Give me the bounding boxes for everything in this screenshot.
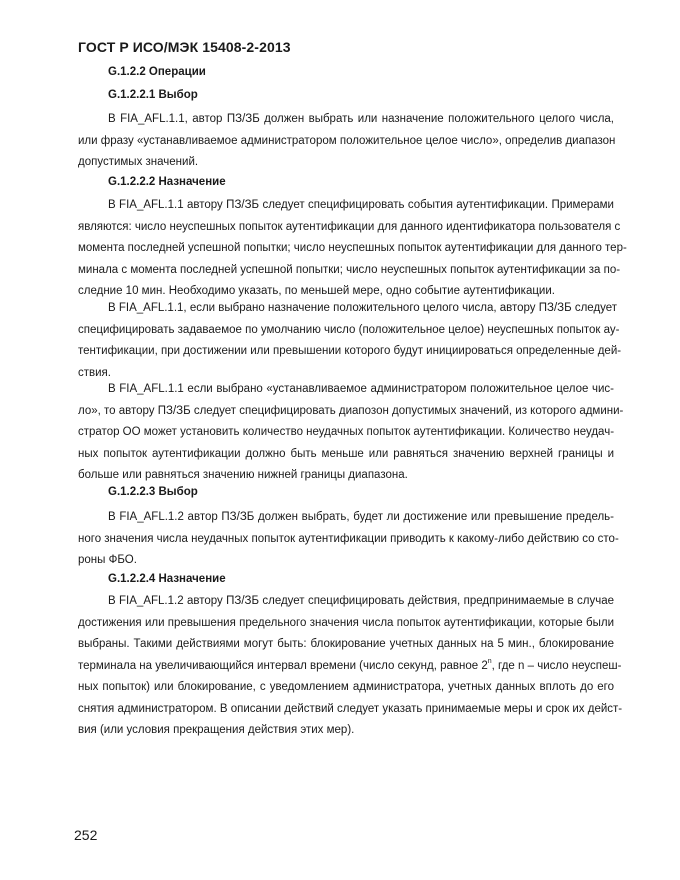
paragraph-line: допустимых значений. [78, 156, 199, 168]
text-fragment: терминала на увеличивающийся интервал времени (число секунд, равное 2 [78, 659, 488, 672]
paragraph-line: ло», то автору ПЗ/ЗБ следует специфицировать диапозон допустимых значений, из которого админи- [78, 404, 624, 417]
standard-header: ГОСТ Р ИСО/МЭК 15408-2-2013 [78, 39, 291, 55]
paragraph-line: В FIA_AFL.1.2 автору ПЗ/ЗБ следует специфицировать действия, предпринимаемые в случае [108, 595, 614, 607]
paragraph-line: достижения или превышения предельного значения числа попыток аутентификации, которые были [78, 616, 614, 629]
paragraph-line: ствия. [78, 366, 111, 379]
heading-assignment-2: G.1.2.2.4 Назначение [108, 573, 226, 585]
paragraph-line: момента последней успешной попытки; число неуспешных попыток аутентификации для данного тер- [78, 242, 627, 254]
paragraph-line: вия (или условия прекращения действия этих мер). [78, 724, 355, 736]
paragraph-line: ного значения числа неудачных попыток аутентификации приводить к какому-либо действию со сто- [78, 532, 619, 545]
text-fragment: , где n – число неуспеш- [491, 659, 622, 672]
paragraph-line: В FIA_AFL.1.1 если выбрано «устанавливаемое администратором положительное целое чис- [108, 383, 614, 395]
paragraph-line: В FIA_AFL.1.1, если выбрано назначение положительного целого числа, автору ПЗ/ЗБ следует [108, 302, 618, 314]
heading-assignment-1: G.1.2.2.2 Назначение [108, 176, 226, 188]
paragraph-4 [78, 379, 624, 487]
paragraph-2 [78, 195, 627, 303]
paragraph-line: больше или равняться значению нижней границы диапазона. [78, 469, 408, 481]
paragraph-line: выбраны. Такими действиями могут быть: блокирование учетных данных на 5 мин., блокирование [78, 638, 614, 650]
paragraph-5 [78, 507, 619, 572]
paragraph-line: роны ФБО. [78, 554, 137, 566]
paragraph-line: стратор ОО может установить количество неудачных попыток аутентификации. Количество неудач- [78, 426, 615, 438]
paragraph-line: являются: число неуспешных попыток аутентификации для данного идентификатора пользователя с [78, 220, 621, 233]
paragraph-line: В FIA_AFL.1.2 автор ПЗ/ЗБ должен выбрать, будет ли достижение или превышение предель- [108, 511, 614, 523]
paragraph-6 [78, 591, 623, 742]
heading-operations: G.1.2.2 Операции [108, 66, 206, 78]
paragraph-line: ных попыток аутентификации должно быть меньше или равняться значению верхней границы и [78, 447, 614, 460]
paragraph-line: или фразу «устанавливаемое администратором положительное целое число», определив диапазон [78, 134, 616, 147]
paragraph-line: минала с момента последней успешной попытки; число неуспешных попыток аутентификации за по- [78, 263, 621, 276]
heading-selection-1: G.1.2.2.1 Выбор [108, 89, 198, 101]
paragraph-line: ных попыток) или блокирование, с уведомлением администратора, учетных данных вплоть до его [78, 681, 614, 693]
paragraph-line: специфицировать задаваемое по умолчанию число (положительное целое) неуспешных попыток ау- [78, 323, 620, 336]
paragraph-line: В FIA_AFL.1.1 автору ПЗ/ЗБ следует специфицировать события аутентификации. Примерами [108, 199, 614, 211]
paragraph-line: снятия администратором. В описании действий следует указать принимаемые меры и срок их дейст- [78, 702, 623, 715]
page-number: 252 [74, 827, 98, 843]
heading-selection-2: G.1.2.2.3 Выбор [108, 486, 198, 498]
paragraph-line: В FIA_AFL.1.1, автор ПЗ/ЗБ должен выбрать или назначение положительного целого числа, [108, 113, 614, 125]
paragraph-1 [78, 109, 614, 174]
paragraph-3 [78, 298, 622, 384]
paragraph-line: следние 10 мин. Необходимо указать, по меньшей мере, одно событие аутентификации. [78, 285, 555, 297]
paragraph-line: тентификации, при достижении или превышении которого будут инициироваться определенные дей- [78, 345, 622, 357]
superscript-n: n [487, 657, 492, 665]
paragraph-line-with-superscript [78, 656, 622, 678]
